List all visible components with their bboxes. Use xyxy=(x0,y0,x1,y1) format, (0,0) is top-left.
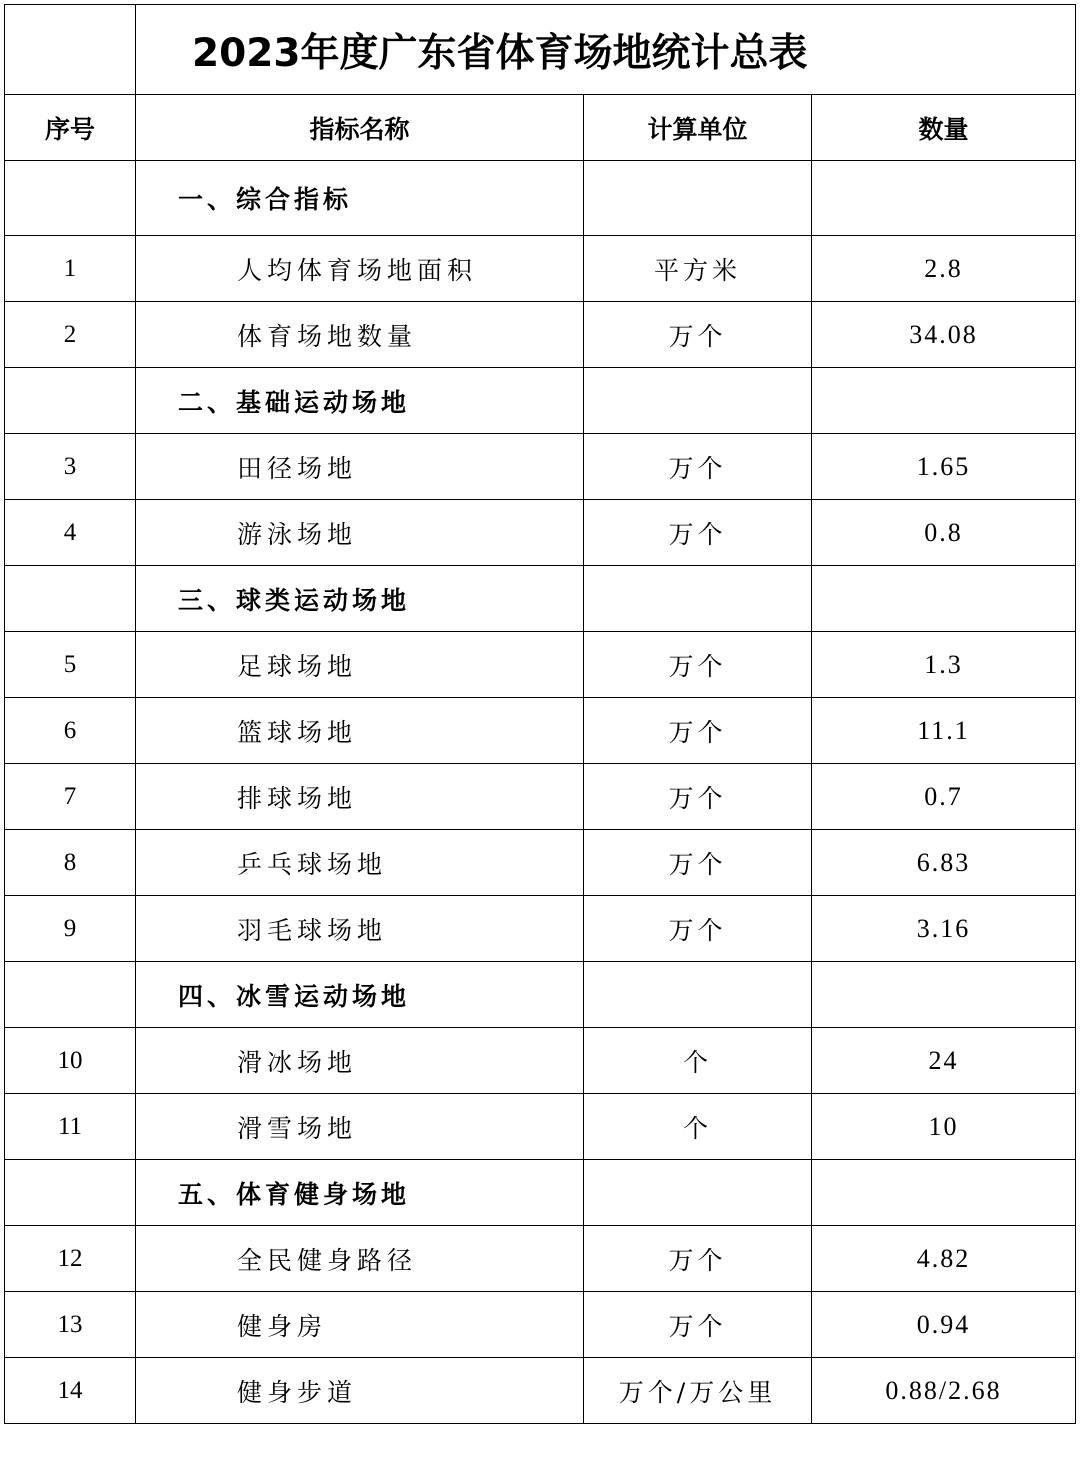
row-number: 12 xyxy=(5,1226,136,1292)
section-unit-cell xyxy=(584,368,812,434)
unit: 万个 xyxy=(584,764,812,830)
unit: 万个/万公里 xyxy=(584,1358,812,1424)
quantity: 6.83 xyxy=(812,830,1076,896)
unit: 万个 xyxy=(584,302,812,368)
quantity: 0.88/2.68 xyxy=(812,1358,1076,1424)
indicator-name: 足球场地 xyxy=(136,632,584,698)
section-value-cell xyxy=(812,566,1076,632)
section-row xyxy=(5,161,1076,236)
section-no-cell xyxy=(5,566,136,632)
row-number: 10 xyxy=(5,1028,136,1094)
indicator-name: 田径场地 xyxy=(136,434,584,500)
section-unit-cell xyxy=(584,962,812,1028)
table-body xyxy=(5,5,1076,1424)
table-row xyxy=(5,632,1076,698)
unit: 万个 xyxy=(584,1226,812,1292)
header-name: 指标名称 xyxy=(136,95,584,161)
unit: 个 xyxy=(584,1094,812,1160)
indicator-name: 乒乓球场地 xyxy=(136,830,584,896)
unit: 万个 xyxy=(584,896,812,962)
section-row xyxy=(5,962,1076,1028)
quantity: 0.8 xyxy=(812,500,1076,566)
section-row xyxy=(5,368,1076,434)
table-row xyxy=(5,434,1076,500)
row-number: 1 xyxy=(5,236,136,302)
table-row xyxy=(5,1358,1076,1424)
unit: 万个 xyxy=(584,434,812,500)
indicator-name: 人均体育场地面积 xyxy=(136,236,584,302)
section-unit-cell xyxy=(584,161,812,236)
indicator-name: 全民健身路径 xyxy=(136,1226,584,1292)
unit: 万个 xyxy=(584,698,812,764)
quantity: 2.8 xyxy=(812,236,1076,302)
table-row xyxy=(5,236,1076,302)
header-unit: 计算单位 xyxy=(584,95,812,161)
quantity: 11.1 xyxy=(812,698,1076,764)
section-value-cell xyxy=(812,161,1076,236)
unit: 平方米 xyxy=(584,236,812,302)
indicator-name: 游泳场地 xyxy=(136,500,584,566)
header-row xyxy=(5,95,1076,161)
section-unit-cell xyxy=(584,1160,812,1226)
row-number: 4 xyxy=(5,500,136,566)
row-number: 3 xyxy=(5,434,136,500)
unit: 万个 xyxy=(584,1292,812,1358)
quantity: 34.08 xyxy=(812,302,1076,368)
unit: 万个 xyxy=(584,830,812,896)
unit: 个 xyxy=(584,1028,812,1094)
section-row xyxy=(5,566,1076,632)
quantity: 1.3 xyxy=(812,632,1076,698)
header-no: 序号 xyxy=(5,95,136,161)
statistics-table xyxy=(4,4,1076,1424)
section-no-cell xyxy=(5,962,136,1028)
table-row xyxy=(5,302,1076,368)
table-row xyxy=(5,830,1076,896)
row-number: 9 xyxy=(5,896,136,962)
table-row xyxy=(5,1094,1076,1160)
section-label: 三、球类运动场地 xyxy=(136,566,584,632)
row-number: 8 xyxy=(5,830,136,896)
row-number: 14 xyxy=(5,1358,136,1424)
table-row xyxy=(5,1226,1076,1292)
row-number: 13 xyxy=(5,1292,136,1358)
indicator-name: 健身步道 xyxy=(136,1358,584,1424)
row-number: 6 xyxy=(5,698,136,764)
header-value: 数量 xyxy=(812,95,1076,161)
title-row xyxy=(5,5,1076,95)
indicator-name: 体育场地数量 xyxy=(136,302,584,368)
quantity: 3.16 xyxy=(812,896,1076,962)
table-row xyxy=(5,1292,1076,1358)
section-label: 一、综合指标 xyxy=(136,161,584,236)
section-label: 五、体育健身场地 xyxy=(136,1160,584,1226)
section-no-cell xyxy=(5,1160,136,1226)
quantity: 10 xyxy=(812,1094,1076,1160)
table-row xyxy=(5,896,1076,962)
table-title: 2023年度广东省体育场地统计总表 xyxy=(136,5,1076,95)
indicator-name: 羽毛球场地 xyxy=(136,896,584,962)
row-number: 5 xyxy=(5,632,136,698)
quantity: 0.7 xyxy=(812,764,1076,830)
unit: 万个 xyxy=(584,500,812,566)
section-unit-cell xyxy=(584,566,812,632)
section-label: 四、冰雪运动场地 xyxy=(136,962,584,1028)
section-no-cell xyxy=(5,161,136,236)
indicator-name: 滑雪场地 xyxy=(136,1094,584,1160)
indicator-name: 健身房 xyxy=(136,1292,584,1358)
row-number: 11 xyxy=(5,1094,136,1160)
section-value-cell xyxy=(812,368,1076,434)
indicator-name: 滑冰场地 xyxy=(136,1028,584,1094)
section-label: 二、基础运动场地 xyxy=(136,368,584,434)
row-number: 2 xyxy=(5,302,136,368)
section-no-cell xyxy=(5,368,136,434)
section-row xyxy=(5,1160,1076,1226)
quantity: 4.82 xyxy=(812,1226,1076,1292)
section-value-cell xyxy=(812,1160,1076,1226)
indicator-name: 排球场地 xyxy=(136,764,584,830)
row-number: 7 xyxy=(5,764,136,830)
indicator-name: 篮球场地 xyxy=(136,698,584,764)
unit: 万个 xyxy=(584,632,812,698)
table-row xyxy=(5,1028,1076,1094)
table-row xyxy=(5,764,1076,830)
title-blank-cell xyxy=(5,5,136,95)
quantity: 1.65 xyxy=(812,434,1076,500)
table-row xyxy=(5,500,1076,566)
quantity: 24 xyxy=(812,1028,1076,1094)
section-value-cell xyxy=(812,962,1076,1028)
quantity: 0.94 xyxy=(812,1292,1076,1358)
table-row xyxy=(5,698,1076,764)
